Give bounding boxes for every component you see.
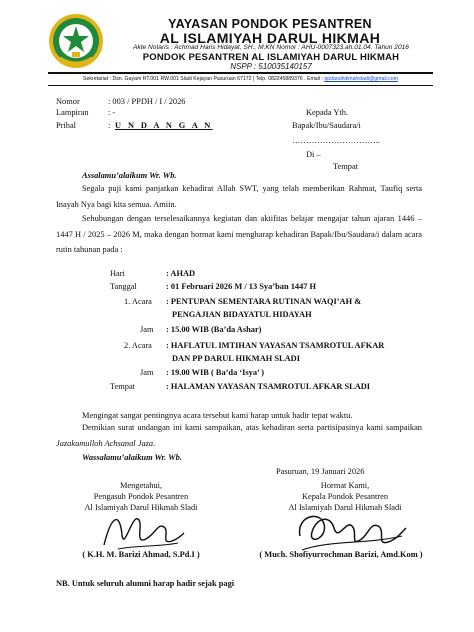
paragraph-punctuality: Mengingat sangat pentingnya acara tersebut kami harap untuk hadir tepat waktu. (82, 411, 353, 420)
jam-1-label: Jam (140, 325, 154, 334)
closing-prayer: Jazakumulloh Achsanal Jaza. (56, 438, 156, 448)
paragraph-invitation: Sehubungan dengan terselesaikannya kegiatan dan aktifitas belajar mengajar tahun ajaran 1446 – 1447 H / 2025 – 2026 M, maka dengan hormat kami mengharap kehadiran Bapak/Ibu/Saudara/i dalam acara rutin tahunan pada : (56, 214, 422, 254)
tempat-label: Tempat (110, 382, 135, 391)
letterhead-name: AL ISLAMIYAH DARUL HIKMAH (159, 30, 381, 46)
letterhead-nspp: NSPP : 510035140157 (230, 62, 312, 71)
lampiran-value: : - (108, 108, 116, 117)
alumni-note: NB. Untuk seluruh alumni harap hadir sejak pagi (56, 579, 235, 588)
letterhead-foundation: YAYASAN PONDOK PESANTREN (168, 17, 372, 31)
prihal-value: U N D A N G A N (115, 121, 213, 130)
opening-greeting: Assalamu’alaikum Wr. Wb. (82, 171, 177, 180)
letterhead-notary: Akte Notaris : Achmad Haris Hidayat, SH., M.KN Nomor : AHU-0007323.ah.01.04. Tahun 2016 (133, 44, 409, 51)
hari-label: Hari (110, 269, 125, 278)
paragraph-praise: Segala puji kami panjatkan kehadirat Allah SWT, yang telah memberikan Rahmat, Taufiq serta Inayah Nya bagi kita semua. Amiin. (56, 184, 422, 209)
jam-2-value: : 19.00 WIB ( Ba’da ‘Isya’ ) (166, 368, 265, 377)
acara-1-value: : PENTUPAN SEMENTARA RUTINAN WAQI’AH & (166, 297, 362, 306)
acara-2-value-cont: DAN PP DARUL HIKMAH SLADI (172, 354, 300, 363)
prihal-colon: : (108, 121, 111, 130)
recipient-kepada: Kepada Yth. (306, 108, 349, 117)
prihal-label: Prihal (56, 121, 77, 130)
tempat-value: : HALAMAN YAYASAN TSAMROTUL AFKAR SLADI (166, 382, 371, 391)
jam-2-label: Jam (140, 368, 154, 377)
closing-text: Demikian surat undangan ini kami sampaikan, atas kehadiran serta partisipasinya kami sampaikan (82, 423, 422, 432)
recipient-name-blank: ………………………….. (292, 136, 380, 145)
recipient-bapak-ibu: Bapak/Ibu/Saudara/i (292, 121, 361, 130)
contact-address: Sekretariat : Dsn. Gayam RT.001 RW.001 Sladi Kejayan Pasuruan 67172 | Telp. 082245889376 . Email : (83, 76, 325, 82)
header-rule-bottom (48, 85, 433, 86)
left-signer-intro: Mengetahui, (119, 481, 163, 490)
contact-email-link[interactable]: ppdaruihikmahsladi@gmail.com (324, 76, 398, 82)
paragraph-closing (56, 420, 422, 451)
lampiran-label: Lampiran (56, 108, 89, 117)
recipient-di: Di – (306, 150, 321, 159)
left-signer-role: Pengasuh Pondok Pesantren (93, 492, 189, 501)
letterhead-contact (48, 76, 433, 82)
recipient-tempat: Tempat (333, 162, 358, 171)
nomor-value: : 003 / PPDH / I / 2026 (108, 97, 186, 106)
place-date: Pasuruan, 19 Januari 2026 (276, 467, 365, 476)
hari-value: : AHAD (166, 269, 196, 278)
left-signer-org: Al Islamiyah Darul Hikmah Sladi (84, 503, 198, 512)
jam-1-value: : 15.00 WIB (Ba’da Ashar) (166, 325, 262, 334)
letterhead-pondok: PONDOK PESANTREN AL ISLAMIYAH DARUL HIKMAH (142, 52, 400, 63)
tanggal-label: Tanggal (110, 282, 137, 291)
acara-1-value-cont: PENGAJIAN BIDAYATUL HIDAYAH (172, 310, 312, 319)
right-signer-org: Al Islamiyah Darul Hikmah Sladi (288, 503, 402, 512)
right-signer-name: ( Much. Shofiyurrochman Barizi, Amd.Kom ) (259, 550, 423, 559)
closing-greeting: Wassalamu’alaikum Wr. Wb. (82, 453, 182, 462)
right-signer-intro: Hormat Kami, (320, 481, 370, 490)
nomor-label: Nomor (56, 97, 80, 106)
acara-2-value: : HAFLATUL IMTIHAN YAYASAN TSAMROTUL AFKAR (166, 341, 385, 350)
acara-1-label: 1. Acara (124, 297, 152, 306)
tanggal-value: : 01 Februari 2026 M / 13 Sya’ban 1447 H (166, 282, 317, 291)
right-signer-role: Kepala Pondok Pesantren (301, 492, 389, 501)
header-rule (48, 72, 433, 74)
acara-2-label: 2. Acara (124, 341, 152, 350)
left-signer-name: ( K.H. M. Barizi Ahmad, S.Pd.I ) (82, 550, 200, 559)
